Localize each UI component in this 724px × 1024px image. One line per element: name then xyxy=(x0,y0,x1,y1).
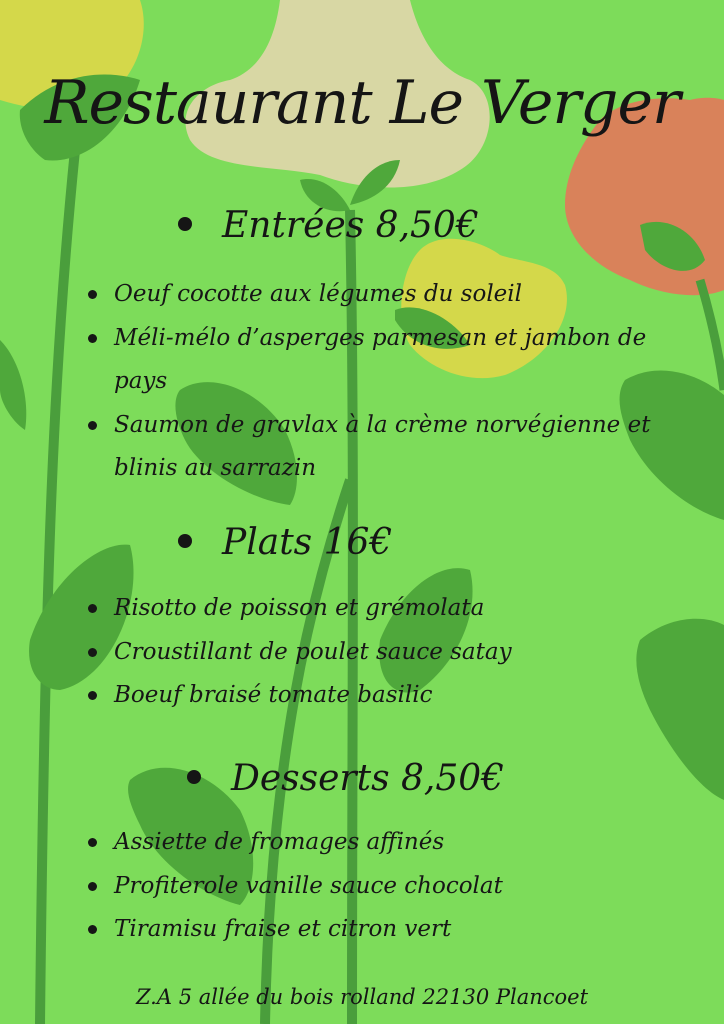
section-heading-plats xyxy=(178,522,392,563)
list-item: Profiterole vanille sauce chocolat xyxy=(88,865,698,909)
leaf-left-mid xyxy=(0,340,26,430)
section-heading-text: Entrées 8,50€ xyxy=(222,205,479,246)
item-bullet xyxy=(88,421,97,430)
stem-right xyxy=(700,280,724,390)
item-bullet xyxy=(88,290,97,299)
item-bullet xyxy=(88,925,97,934)
list-item: Saumon de gravlax à la crème norvégienne et blinis au sarrazin xyxy=(88,404,698,491)
list-item: Risotto de poisson et grémolata xyxy=(88,587,698,631)
address-footer: Z.A 5 allée du bois rolland 22130 Plancoet xyxy=(135,985,589,1009)
plats-list xyxy=(88,587,698,718)
item-bullet xyxy=(88,691,97,700)
section-heading-desserts xyxy=(187,758,504,799)
list-item: Méli-mélo d’asperges parmesan et jambon de pays xyxy=(88,317,698,404)
item-bullet xyxy=(88,334,97,343)
heading-bullet xyxy=(178,217,192,231)
section-heading-text: Desserts 8,50€ xyxy=(231,758,505,799)
heading-bullet xyxy=(187,770,201,784)
heading-bullet xyxy=(178,534,192,548)
item-bullet xyxy=(88,838,97,847)
section-heading-text: Plats 16€ xyxy=(222,522,393,563)
list-item: Tiramisu fraise et citron vert xyxy=(88,908,698,952)
item-bullet xyxy=(88,604,97,613)
restaurant-title: Restaurant Le Verger xyxy=(44,68,680,138)
section-heading-entrees xyxy=(178,205,479,246)
item-bullet xyxy=(88,648,97,657)
list-item: Assiette de fromages affinés xyxy=(88,821,698,865)
list-item: Croustillant de poulet sauce satay xyxy=(88,631,698,675)
list-item: Oeuf cocotte aux légumes du soleil xyxy=(88,273,698,317)
entrees-list xyxy=(88,273,698,491)
desserts-list xyxy=(88,821,698,952)
item-bullet xyxy=(88,882,97,891)
list-item: Boeuf braisé tomate basilic xyxy=(88,674,698,718)
